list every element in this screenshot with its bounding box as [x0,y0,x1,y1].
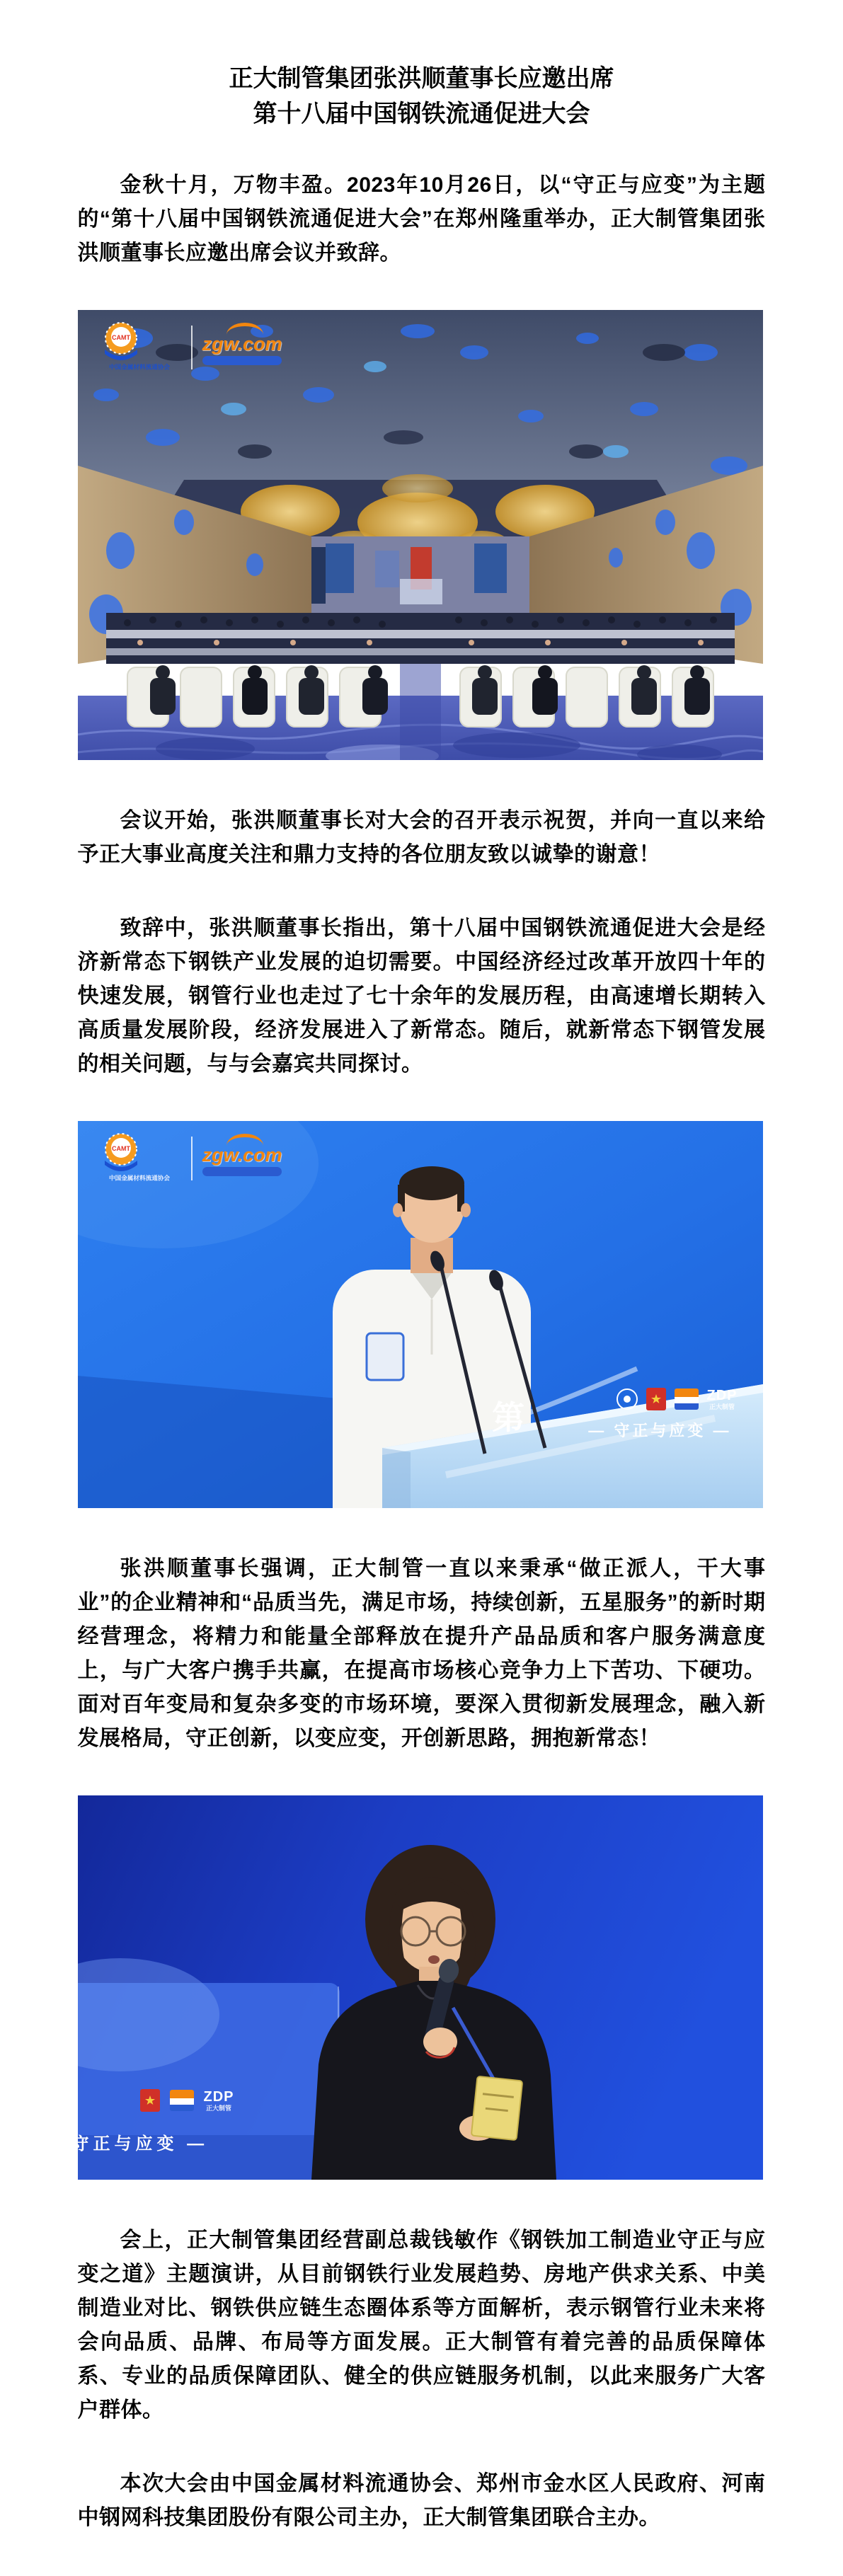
zgw-banner-icon [202,356,282,365]
svg-text:CAMT: CAMT [111,1145,130,1152]
zgw-mini-logo-icon [675,1388,699,1410]
zdp-logo-caption: 正大制管 [709,1403,735,1410]
stage-back-wall [311,536,529,616]
backdrop-screen-text: 第 [492,1398,525,1436]
zgw-logo-text: zgw.com [202,333,282,355]
page-title [78,61,766,132]
camt-emblem-icon [98,1132,144,1173]
article-content [71,61,766,2535]
photo-chairman-speech[interactable] [78,1121,763,1508]
audience [106,613,735,664]
camt-logo-caption: 中国金属材料流通协会 [108,364,170,371]
logo-divider [191,1137,193,1180]
zdp-logo [204,2090,234,2112]
government-emblem-icon [646,1388,666,1410]
zgw-logo-text: zgw.com [202,1144,282,1166]
center-aisle [400,664,441,760]
logo-divider [191,326,193,369]
zgw-logo [202,321,282,365]
paragraph-keynote: 会上，正大制管集团经营副总裁钱敏作《钢铁加工制造业守正与应变之道》主题演讲，从目前钢铁行业发展趋势、房地产供求关系、中美制造业对比、钢铁供应链生态圈体系等方面解析，表示钢管行业未来将会向品质、品牌、布局等方面发展。正大制管有着完善的品质保障体系、专业的品质保障团队、健全的供应链服务机制，以此来服务广大客户群体。 [77,2229,766,2422]
zgw-banner-icon [202,1167,282,1176]
paragraph-organizers: 本次大会由中国金属材料流通协会、郑州市金水区人民政府、河南中钢网科技集团股份有限公司主办，正大制管集团联合主办。 [77,2472,766,2529]
zgw-mini-logo-icon [170,2090,194,2111]
vice-president-scene [78,1795,763,2180]
page-title-line1: 正大制管集团张洪顺董事长应邀出席 [229,65,614,92]
zgw-logo [202,1132,282,1176]
association-emblem-icon [617,1388,638,1410]
photo-logo-lockup [98,321,282,372]
sponsor-logos-row [140,2089,234,2112]
camt-logo [98,1132,181,1183]
zdp-logo-text: ZDP [706,1387,738,1403]
photo-conference-hall[interactable] [78,310,763,760]
paragraph-intro: 金秋十月，万物丰盈。2023年10月26日，以“守正与应变”为主题的“第十八届中国钢铁流通促进大会”在郑州隆重举办，正大制管集团张洪顺董事长应邀出席会议并致辞。 [77,173,766,265]
camt-logo [98,321,181,372]
photo-logo-lockup [98,1132,282,1183]
zdp-logo-caption: 正大制管 [205,2104,231,2112]
theme-slogan: — 守正与应变 — [588,1422,732,1440]
zdp-logo-text: ZDP [203,2088,234,2105]
name-badge [471,2076,522,2140]
paragraph-greeting: 会议开始，张洪顺董事长对大会的召开表示祝贺，并向一直以来给予正大事业高度关注和鼎力支持的各位朋友致以诚挚的谢意！ [77,809,766,866]
photo-vice-president-speech[interactable] [71,1795,763,2180]
theme-slogan: 守正与应变 — [71,2134,209,2154]
sponsor-logos-row [617,1388,738,1410]
conference-hall-scene [78,310,763,760]
page-title-line2: 第十八届中国钢铁流通促进大会 [253,100,590,127]
paragraph-emphasis: 张洪顺董事长强调，正大制管一直以来秉承“做正派人，干大事业”的企业精神和“品质当先，满足市场，持续创新，五星服务”的新时期经营理念，将精力和能量全部释放在提升产品品质和客户服务满意度上，与广大客户携手共赢，在提高市场核心竞争力上下苦功、下硬功。面对百年变局和复杂多变的市场环境，要深入贯彻新发展理念，融入新发展格局，守正创新，以变应变，开创新思路，拥抱新常态！ [77,1557,766,1750]
government-emblem-icon [140,2089,160,2112]
camt-logo-caption: 中国金属材料流通协会 [108,1175,170,1182]
camt-emblem-icon [98,321,144,362]
paragraph-speech: 致辞中，张洪顺董事长指出，第十八届中国钢铁流通促进大会是经济新常态下钢铁产业发展的迫切需要。中国经济经过改革开放四十年的快速发展，钢管行业也走过了七十余年的发展历程，由高速增长期转入高质量发展阶段，经济发展进入了新常态。随后，就新常态下钢管发展的相关问题，与与会嘉宾共同探讨。 [77,916,766,1076]
svg-text:CAMT: CAMT [111,334,130,341]
zdp-logo [707,1388,738,1410]
